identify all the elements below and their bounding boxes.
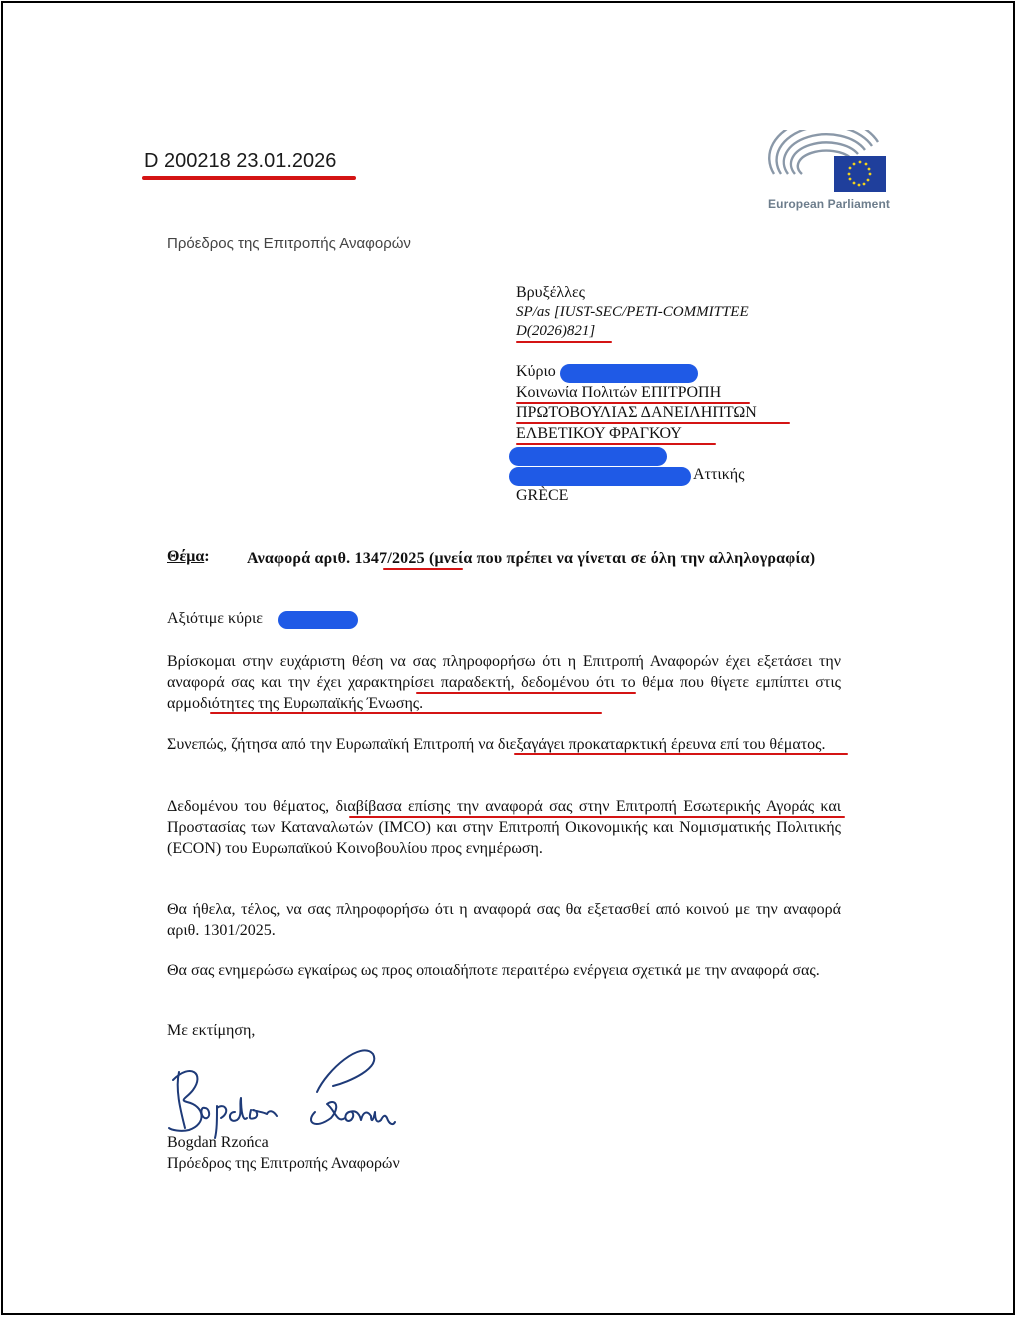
forwarded-underline: [349, 816, 845, 818]
petition-number: 1347/2025: [354, 550, 425, 567]
admissible-underline: [416, 692, 636, 694]
paragraph-2: Συνεπώς, ζήτησα από την Ευρωπαϊκή Επιτροπή να διεξαγάγει προκαταρκτική έρευνα επί του θέματος.: [167, 736, 826, 753]
reference-underline: [142, 176, 356, 180]
handwritten-signature: [165, 1040, 415, 1140]
ref-underline: [516, 341, 612, 343]
logo-text: European Parliament: [768, 197, 890, 211]
signature-icon: [165, 1040, 415, 1140]
org-underline-3: [516, 443, 716, 445]
competence-underline: [210, 712, 602, 714]
address-city: Βρυξέλλες: [516, 284, 585, 301]
address-country: GRÈCE: [516, 487, 569, 504]
hemicycle-flag-icon: [768, 130, 890, 196]
redacted-name: [560, 364, 698, 383]
signatory-name: Bogdan Rzońca: [167, 1134, 269, 1151]
paragraph-4: Θα ήθελα, τέλος, να σας πληροφορήσω ότι η αναφορά σας θα εξετασθεί από κοινού με την αναφορά αριθ. 1301/2025.: [167, 901, 841, 939]
subject-text: [247, 548, 841, 569]
sender-title: Πρόεδρος της Επιτροπής Αναφορών: [167, 235, 411, 252]
paragraph-5: Θα σας ενημερώσω εγκαίρως ως προς οποιαδήποτε περαιτέρω ενέργεια σχετικά με την αναφορά σας.: [167, 962, 820, 979]
paragraph-3: Δεδομένου του θέματος, διαβίβασα επίσης την αναφορά σας στην Επιτροπή Εσωτερικής Αγοράς και Προστασίας των Καταναλωτών (IMCO) και στην Επιτροπή Οικονομικής και Νομισματικής Πολιτικής (ECON) του Ευρωπαϊκού Κοινοβουλίου προς ενημέρωση.: [167, 798, 841, 857]
org-underline-2: [516, 422, 790, 424]
subject-label-text: Θέμα: [167, 548, 205, 565]
closing: Με εκτίμηση,: [167, 1022, 256, 1039]
address-org-line3: ΕΛΒΕΤΙΚΟΥ ΦΡΑΓΚΟΥ: [516, 425, 682, 442]
redacted-postcode: [509, 467, 691, 486]
greeting: Αξιότιμε κύριε: [167, 610, 264, 627]
signatory-title: Πρόεδρος της Επιτροπής Αναφορών: [167, 1155, 400, 1172]
paragraph-1: Βρίσκομαι στην ευχάριστη θέση να σας πληροφορήσω ότι η Επιτροπή Αναφορών έχει εξετάσει την αναφορά σας και την έχει χαρακτηρίσει παραδεκτή, δεδομένου ότι το θέμα που θίγετε εμπίπτει στις αρμοδιότητες της Ευρωπαϊκής Ένωσης.: [167, 653, 841, 712]
document-reference: D 200218 23.01.2026: [144, 150, 337, 172]
subject-colon: :: [204, 548, 210, 565]
redacted-greeting-name: [278, 611, 358, 629]
subject-suffix: (μνεία που πρέπει να γίνεται σε όλη την αλληλογραφία): [424, 550, 816, 567]
address-salutation: Κύριο: [516, 363, 556, 380]
subject-prefix: Αναφορά αριθ.: [247, 550, 355, 567]
address-ref-line2: D(2026)821]: [516, 323, 596, 339]
address-org-line1: Κοινωνία Πολιτών ΕΠΙΤΡΟΠΗ: [516, 384, 722, 401]
address-region: Αττικής: [693, 466, 745, 483]
investigation-underline: [514, 753, 848, 755]
address-ref-line1: SP/as [IUST-SEC/PETI-COMMITTEE: [516, 304, 749, 320]
address-org-line2: ΠΡΩΤΟΒΟΥΛΙΑΣ ΔΑΝΕΙΛΗΠΤΩΝ: [516, 404, 757, 421]
petition-number-underline: [383, 568, 463, 570]
redacted-street: [509, 447, 667, 466]
european-parliament-logo: [768, 130, 890, 216]
subject-label: [167, 548, 210, 566]
